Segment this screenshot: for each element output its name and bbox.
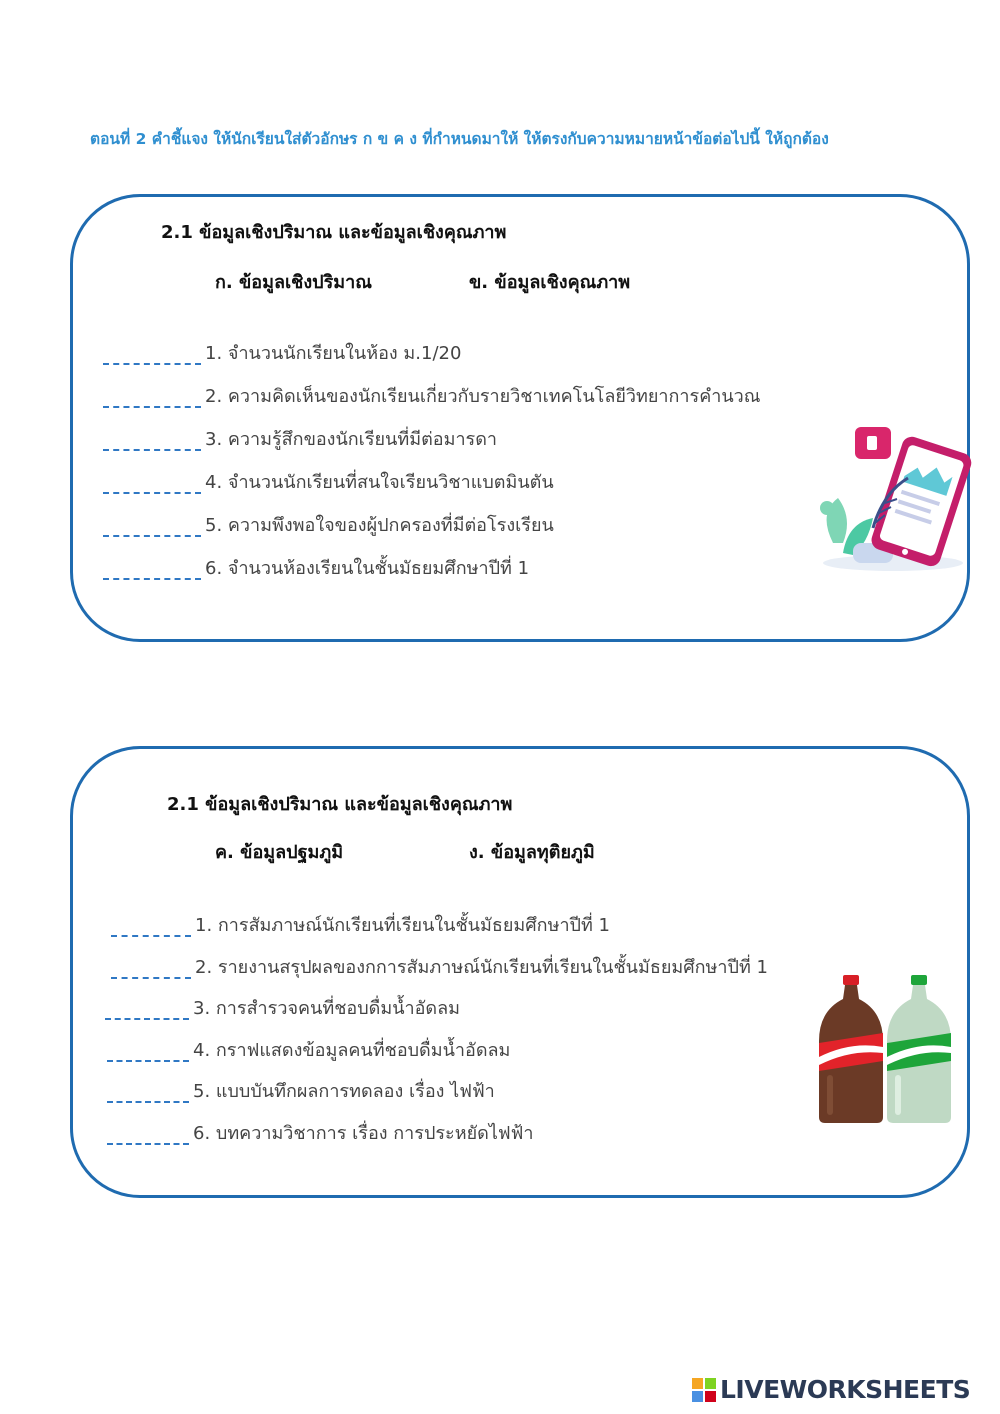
answer-blank[interactable] — [103, 388, 201, 408]
section-card-primary-secondary — [70, 746, 970, 1198]
question-item: 1. จำนวนนักเรียนในห้อง ม.1/20 — [103, 335, 461, 365]
tablet-chart-icon — [813, 423, 973, 573]
liveworksheets-logo-icon — [692, 1378, 716, 1402]
logo-text: LIVEWORKSHEETS — [720, 1375, 971, 1404]
choice-b: ข. ข้อมูลเชิงคุณภาพ — [469, 272, 631, 293]
question-item: 2. รายงานสรุปผลของกการสัมภาษณ์นักเรียนที่เรียนในชั้นมัธยมศึกษาปีที่ 1 — [111, 949, 768, 979]
answer-blank[interactable] — [105, 1000, 189, 1020]
question-item: 1. การสัมภาษณ์นักเรียนที่เรียนในชั้นมัธยมศึกษาปีที่ 1 — [111, 907, 610, 937]
question-item: 6. บทความวิชาการ เรื่อง การประหยัดไฟฟ้า — [107, 1115, 533, 1145]
section-title: 2.1 ข้อมูลเชิงปริมาณ และข้อมูลเชิงคุณภาพ — [161, 222, 507, 243]
answer-blank[interactable] — [107, 1125, 189, 1145]
question-item: 6. จำนวนห้องเรียนในชั้นมัธยมศึกษาปีที่ 1 — [103, 550, 529, 580]
answer-blank[interactable] — [103, 431, 201, 451]
answer-blank[interactable] — [107, 1083, 189, 1103]
choice-d: ง. ข้อมูลทุติยภูมิ — [469, 842, 595, 863]
answer-blank[interactable] — [111, 917, 191, 937]
question-item: 3. การสำรวจคนที่ชอบดื่มน้ำอัดลม — [105, 990, 460, 1020]
instruction-text: ตอนที่ 2 คำชี้แจง ให้นักเรียนใส่ตัวอักษร ก ข ค ง ที่กำหนดมาให้ ให้ตรงกับความหมายหน้าข้อต่อไปนี้ ให้ถูกต้อง — [90, 130, 829, 148]
question-item: 3. ความรู้สึกของนักเรียนที่มีต่อมารดา — [103, 421, 497, 451]
section-card-quantitative-qualitative — [70, 194, 970, 642]
question-item: 5. ความพึงพอใจของผู้ปกครองที่มีต่อโรงเรียน — [103, 507, 554, 537]
question-item: 2. ความคิดเห็นของนักเรียนเกี่ยวกับรายวิชาเทคโนโลยีวิทยาการคำนวณ — [103, 378, 760, 408]
answer-blank[interactable] — [111, 959, 191, 979]
choice-a: ก. ข้อมูลเชิงปริมาณ — [215, 272, 372, 293]
answer-blank[interactable] — [103, 474, 201, 494]
answer-blank[interactable] — [103, 517, 201, 537]
section-title: 2.1 ข้อมูลเชิงปริมาณ และข้อมูลเชิงคุณภาพ — [167, 794, 513, 815]
question-item: 4. จำนวนนักเรียนที่สนใจเรียนวิชาแบตมินตัน — [103, 464, 554, 494]
answer-blank[interactable] — [107, 1042, 189, 1062]
question-item: 4. กราฟแสดงข้อมูลคนที่ชอบดื่มน้ำอัดลม — [107, 1032, 510, 1062]
answer-blank[interactable] — [103, 345, 201, 365]
question-item: 5. แบบบันทึกผลการทดลอง เรื่อง ไฟฟ้า — [107, 1073, 495, 1103]
answer-blank[interactable] — [103, 560, 201, 580]
liveworksheets-logo — [692, 1375, 970, 1404]
choice-c: ค. ข้อมูลปฐมภูมิ — [215, 842, 344, 863]
soda-bottles-icon — [817, 971, 957, 1131]
